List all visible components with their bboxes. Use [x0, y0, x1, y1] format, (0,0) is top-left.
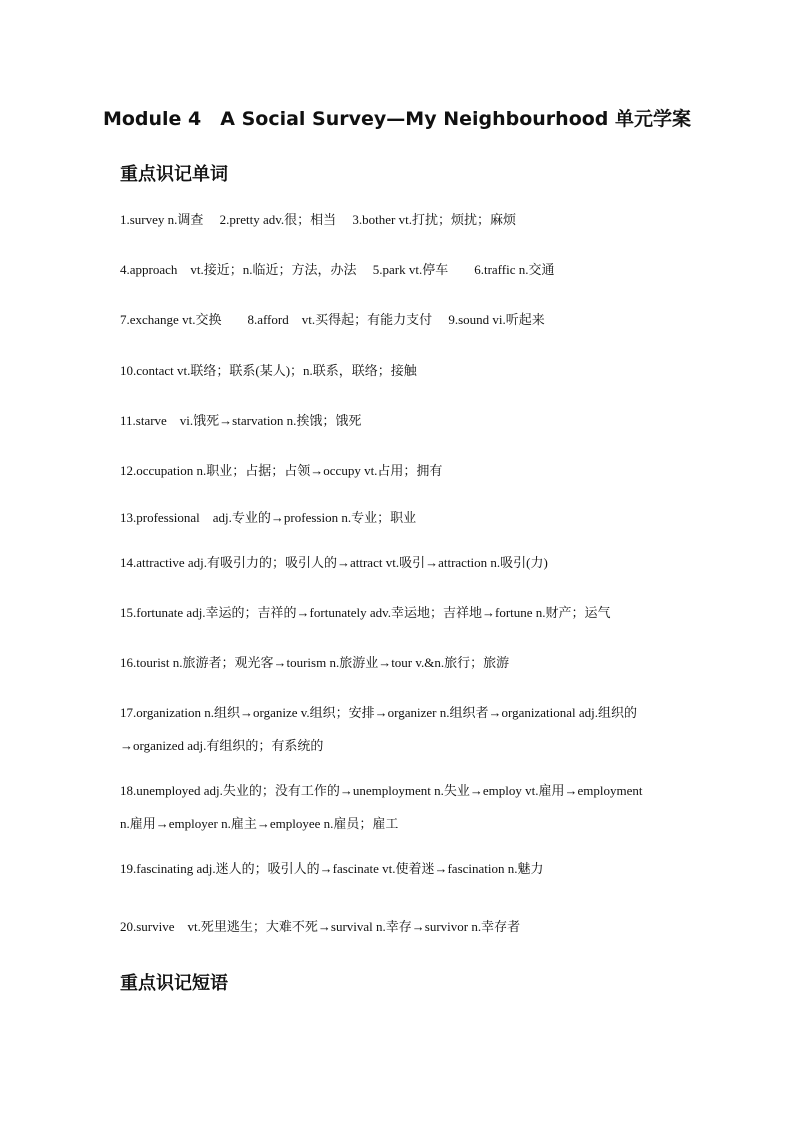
page-title: Module 4 A Social Survey—My Neighbourhood 单元学案 — [102, 108, 692, 130]
vocab-entry-4: 4.approach vt.接近；n.临近；方法，办法 5.park vt.停车 6.traffic n.交通 — [120, 262, 555, 277]
vocab-entry-20: 20.survive vt.死里逃生；大难不死→survival n.幸存→survivor n.幸存者 — [120, 919, 521, 934]
vocab-entry-1: 1.survey n.调查 2.pretty adv.很；相当 3.bother vt.打扰；烦扰；麻烦 — [120, 212, 516, 227]
vocab-entry-12: 12.occupation n.职业；占据；占领→occupy vt.占用；拥有 — [120, 463, 443, 478]
vocab-entry-13: 13.professional adj.专业的→profession n.专业；职业 — [120, 510, 417, 525]
vocab-entry-17-cont: →organized adj.有组织的；有系统的 — [120, 738, 324, 753]
vocab-entry-17: 17.organization n.组织→organize v.组织；安排→organizer n.组织者→organizational adj.组织的 — [120, 705, 638, 720]
vocab-entry-15: 15.fortunate adj.幸运的；吉祥的→fortunately adv.幸运地；吉祥地→fortune n.财产；运气 — [120, 605, 611, 620]
vocab-entry-18-cont: n.雇用→employer n.雇主→employee n.雇员；雇工 — [120, 816, 399, 831]
vocab-entry-18: 18.unemployed adj.失业的；没有工作的→unemployment n.失业→employ vt.雇用→employment — [120, 783, 643, 798]
vocab-entry-19: 19.fascinating adj.迷人的；吸引人的→fascinate vt.使着迷→fascination n.魅力 — [120, 861, 544, 876]
section-heading-key-words: 重点识记单词 — [120, 164, 228, 185]
vocab-entry-11: 11.starve vi.饿死→starvation n.挨饿；饿死 — [120, 413, 362, 428]
vocab-entry-10: 10.contact vt.联络；联系(某人)；n.联系，联络；接触 — [120, 363, 417, 378]
section-heading-key-phrases: 重点识记短语 — [120, 973, 228, 994]
vocab-entry-16: 16.tourist n.旅游者；观光客→tourism n.旅游业→tour v.&n.旅行；旅游 — [120, 655, 510, 670]
vocab-entry-14: 14.attractive adj.有吸引力的；吸引人的→attract vt.吸引→attraction n.吸引(力) — [120, 555, 548, 570]
vocab-entry-7: 7.exchange vt.交换 8.afford vt.买得起；有能力支付 9.sound vi.听起来 — [120, 312, 545, 327]
